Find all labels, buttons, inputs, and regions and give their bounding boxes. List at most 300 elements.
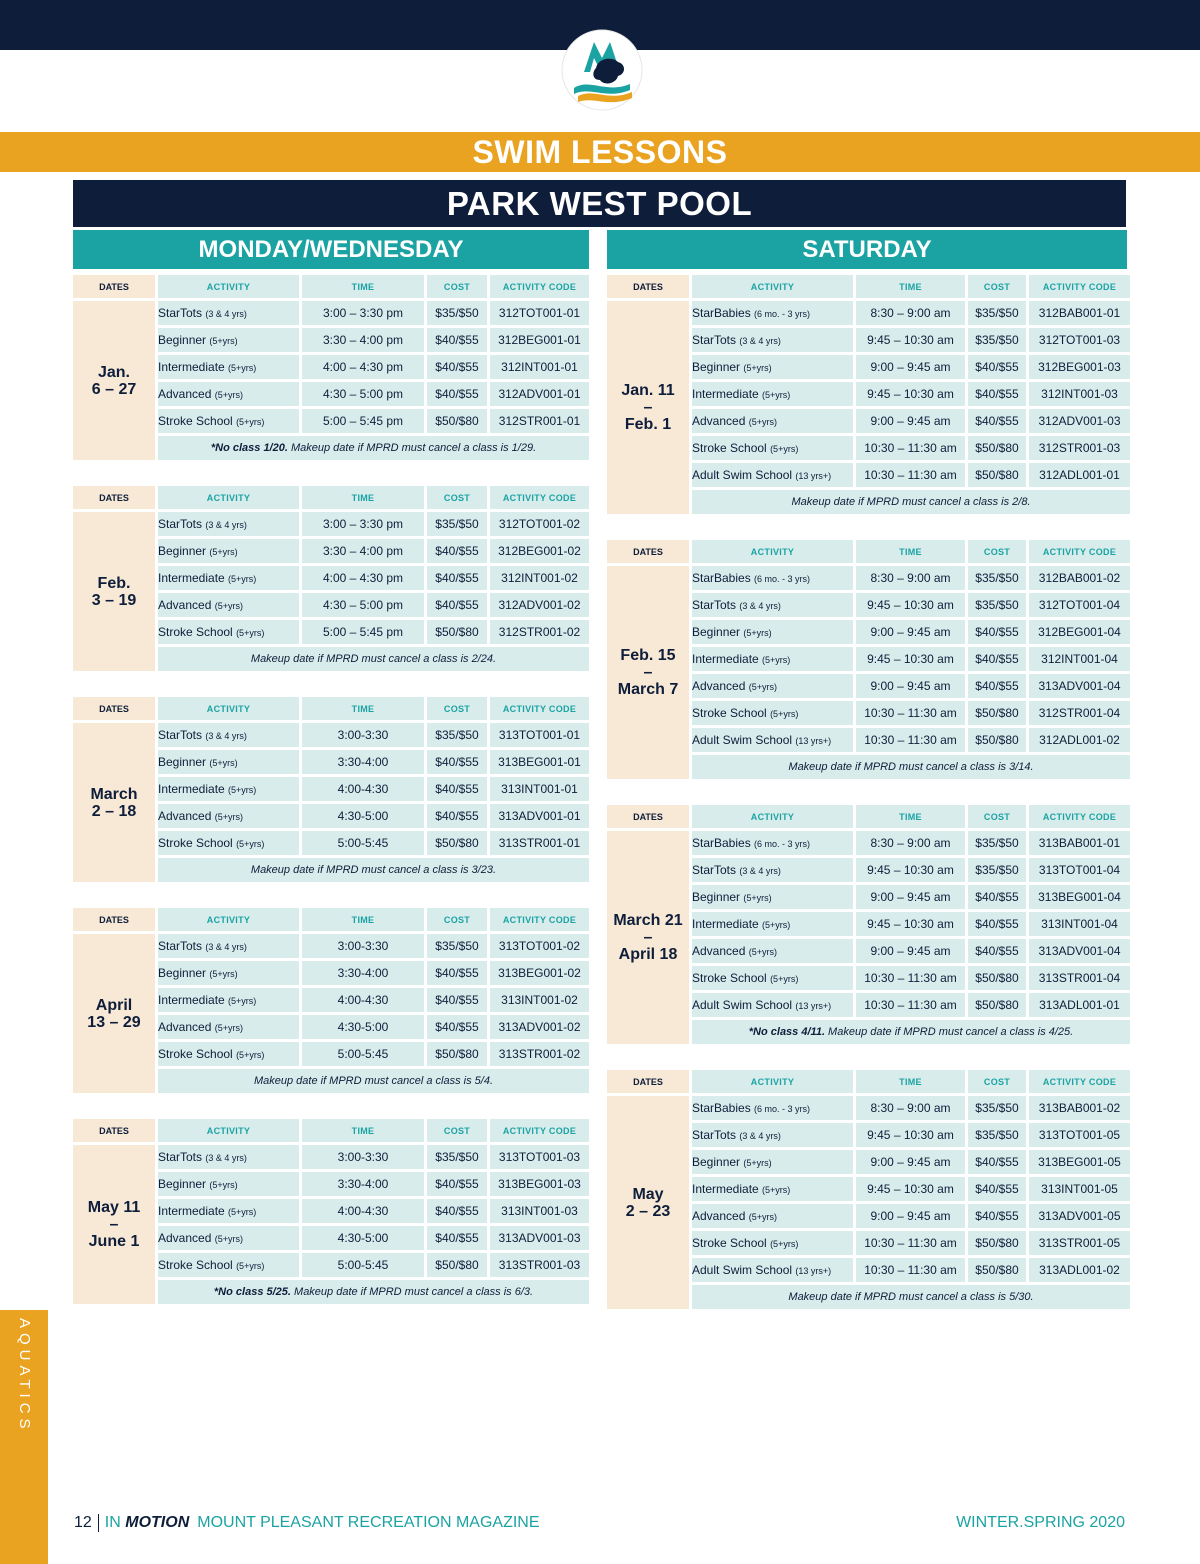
cost-cell: $40/$55 [968,1177,1026,1201]
dates-header: DATES [73,697,155,720]
activity-age: (5+yrs) [209,758,238,768]
activity-name: StarTots [158,1150,203,1164]
cost-cell: $40/$55 [427,750,487,774]
activity-age: (3 & 4 yrs) [739,866,781,876]
activity-age: (13 yrs+) [795,471,832,481]
time-cell: 5:00-5:45 [302,1253,424,1277]
makeup-note-text: Makeup date if MPRD must cancel a class is 6/3. [290,1286,534,1298]
date-range-start: Jan. [97,363,130,381]
dates-header: DATES [607,275,689,298]
activity-code-cell: 313ADV001-02 [490,1015,589,1039]
activity-cell [158,1145,299,1169]
date-range-end: 2 – 23 [625,1202,671,1220]
cost-cell: $50/$80 [427,620,487,644]
activity-cell [692,382,853,406]
activity-code-cell: 313BEG001-01 [490,750,589,774]
activity-age: (5+yrs) [743,893,772,903]
activity-name: Advanced [158,387,212,401]
activity-code-cell: 312BEG001-03 [1029,355,1130,379]
activity-age: (5+yrs) [214,601,243,611]
time-cell: 4:00-4:30 [302,777,424,801]
activity-header: ACTIVITY [692,1070,853,1093]
cost-cell: $40/$55 [427,804,487,828]
activity-code-cell: 313STR001-02 [490,1042,589,1066]
cost-header: COST [427,697,487,720]
activity-age: (13 yrs+) [795,1266,832,1276]
activity-cell [692,593,853,617]
activity-age: (6 mo. - 3 yrs) [754,309,811,319]
activity-cell [158,988,299,1012]
activity-name: Adult Swim School [692,1263,793,1277]
time-cell: 5:00-5:45 [302,831,424,855]
activity-cell [158,593,299,617]
no-class-note: *No class 4/11. [748,1026,825,1038]
cost-cell: $40/$55 [427,1172,487,1196]
activity-cell [158,723,299,747]
activity-name: Beginner [158,966,207,980]
activity-name: Beginner [692,890,741,904]
time-header: TIME [856,1070,965,1093]
cost-cell: $35/$50 [968,831,1026,855]
activity-age: (5+yrs) [770,1239,799,1249]
activity-age: (5+yrs) [236,1261,265,1271]
time-cell: 10:30 – 11:30 am [856,463,965,487]
activity-age: (5+yrs) [743,363,772,373]
activity-name: Intermediate [158,571,225,585]
schedule-table [70,483,592,674]
activity-code-header: ACTIVITY CODE [490,275,589,298]
activity-code-cell: 312ADV001-01 [490,382,589,406]
activity-cell [158,512,299,536]
time-cell: 9:45 – 10:30 am [856,1177,965,1201]
activity-name: Advanced [158,1231,212,1245]
time-header: TIME [856,805,965,828]
cost-cell: $40/$55 [427,1015,487,1039]
activity-age: (5+yrs) [236,1050,265,1060]
date-range [607,831,689,1044]
activity-age: (3 & 4 yrs) [205,520,247,530]
header-row [607,540,1130,563]
activity-cell [158,382,299,406]
time-cell: 4:30-5:00 [302,1015,424,1039]
activity-code-cell: 312INT001-03 [1029,382,1130,406]
time-cell: 10:30 – 11:30 am [856,728,965,752]
activity-cell [692,912,853,936]
makeup-note [692,1285,1130,1309]
cost-cell: $35/$50 [427,301,487,325]
activity-name: Intermediate [158,782,225,796]
time-header: TIME [856,275,965,298]
time-cell: 3:30 – 4:00 pm [302,328,424,352]
dates-header: DATES [73,1119,155,1142]
makeup-note [692,1020,1130,1044]
date-range-start: March 21 [613,912,683,929]
activity-age: (5+yrs) [236,839,265,849]
cost-cell: $50/$80 [968,463,1026,487]
activity-name: Intermediate [158,1204,225,1218]
cost-cell: $50/$80 [968,993,1026,1017]
footer-divider [98,1514,99,1532]
table-row [607,566,1130,590]
cost-header: COST [427,486,487,509]
activity-age: (13 yrs+) [795,736,832,746]
schedule-table [70,905,592,1096]
activity-cell [158,777,299,801]
date-range-end: 13 – 29 [87,1013,141,1031]
cost-cell: $40/$55 [968,674,1026,698]
makeup-note [158,1280,589,1304]
activity-age: (6 mo. - 3 yrs) [754,574,811,584]
schedule-block [607,1067,1127,1312]
activity-cell [158,804,299,828]
activity-name: Beginner [158,755,207,769]
date-range [73,301,155,460]
activity-age: (5+yrs) [762,655,791,665]
table-row [73,723,589,747]
activity-code-header: ACTIVITY CODE [490,908,589,931]
time-cell: 3:30-4:00 [302,750,424,774]
activity-cell [158,539,299,563]
time-cell: 9:45 – 10:30 am [856,328,965,352]
table-row [607,831,1130,855]
activity-name: Intermediate [158,360,225,374]
activity-age: (5+yrs) [748,417,777,427]
activity-cell [692,620,853,644]
saturday-schedules [607,272,1127,1312]
time-cell: 9:45 – 10:30 am [856,1123,965,1147]
side-tab-label: AQUATICS [16,1318,33,1434]
activity-name: Stroke School [158,625,233,639]
activity-age: (3 & 4 yrs) [205,1153,247,1163]
dates-header: DATES [73,486,155,509]
time-header: TIME [302,486,424,509]
activity-age: (3 & 4 yrs) [205,309,247,319]
activity-age: (5+yrs) [209,547,238,557]
header-row [73,697,589,720]
date-range-end: 2 – 18 [91,802,137,820]
monday-wednesday-heading: MONDAY/WEDNESDAY [73,230,589,269]
cost-cell: $50/$80 [427,1042,487,1066]
activity-name: Stroke School [158,1047,233,1061]
activity-age: (5+yrs) [214,1023,243,1033]
date-range-end: Feb. 1 [624,416,672,433]
date-range-start: May 11 [87,1199,141,1216]
cost-cell: $40/$55 [968,1204,1026,1228]
time-cell: 9:00 – 9:45 am [856,1204,965,1228]
cost-header: COST [968,540,1026,563]
cost-cell: $50/$80 [427,409,487,433]
activity-age: (5+yrs) [762,920,791,930]
time-cell: 9:00 – 9:45 am [856,674,965,698]
activity-cell [692,993,853,1017]
activity-name: StarBabies [692,306,751,320]
activity-header: ACTIVITY [692,805,853,828]
saturday-heading: SATURDAY [607,230,1127,269]
activity-code-header: ACTIVITY CODE [490,486,589,509]
date-range-dash: – [643,399,653,416]
time-cell: 10:30 – 11:30 am [856,436,965,460]
activity-age: (5+yrs) [236,628,265,638]
activity-name: StarTots [158,517,203,531]
time-cell: 3:00-3:30 [302,1145,424,1169]
cost-cell: $35/$50 [427,512,487,536]
date-range-end: 6 – 27 [91,380,137,398]
activity-code-cell: 313INT001-01 [490,777,589,801]
activity-code-cell: 312TOT001-01 [490,301,589,325]
time-header: TIME [302,908,424,931]
cost-cell: $35/$50 [968,328,1026,352]
time-cell: 3:00-3:30 [302,723,424,747]
table-row [607,301,1130,325]
activity-name: StarTots [158,939,203,953]
time-cell: 10:30 – 11:30 am [856,966,965,990]
cost-cell: $40/$55 [427,566,487,590]
activity-cell [692,966,853,990]
activity-name: StarBabies [692,571,751,585]
time-cell: 4:30 – 5:00 pm [302,382,424,406]
activity-code-header: ACTIVITY CODE [1029,1070,1130,1093]
time-header: TIME [856,540,965,563]
activity-age: (5+yrs) [748,682,777,692]
makeup-note [158,1069,589,1093]
section-title: SWIM LESSONS [0,132,1200,172]
cost-cell: $35/$50 [427,934,487,958]
activity-name: Advanced [158,598,212,612]
cost-cell: $40/$55 [427,1226,487,1250]
time-cell: 9:00 – 9:45 am [856,1150,965,1174]
activity-cell [158,620,299,644]
activity-cell [692,566,853,590]
cost-cell: $40/$55 [968,1150,1026,1174]
activity-age: (5+yrs) [209,1180,238,1190]
time-cell: 8:30 – 9:00 am [856,831,965,855]
date-range [73,512,155,671]
activity-code-cell: 313INT001-02 [490,988,589,1012]
cost-header: COST [427,1119,487,1142]
activity-code-cell: 313BEG001-02 [490,961,589,985]
activity-code-cell: 312BEG001-02 [490,539,589,563]
activity-age: (6 mo. - 3 yrs) [754,839,811,849]
time-cell: 4:00 – 4:30 pm [302,566,424,590]
activity-age: (5+yrs) [228,574,257,584]
activity-cell [158,1172,299,1196]
activity-name: Stroke School [158,414,233,428]
activity-cell [158,1015,299,1039]
time-cell: 3:30-4:00 [302,1172,424,1196]
table-row [73,934,589,958]
activity-age: (3 & 4 yrs) [739,336,781,346]
schedule-table [70,272,592,463]
activity-cell [692,674,853,698]
activity-header: ACTIVITY [158,1119,299,1142]
activity-cell [158,750,299,774]
time-cell: 9:45 – 10:30 am [856,593,965,617]
time-cell: 10:30 – 11:30 am [856,1258,965,1282]
activity-code-cell: 313TOT001-04 [1029,858,1130,882]
time-cell: 5:00-5:45 [302,1042,424,1066]
activity-cell [692,1177,853,1201]
activity-name: Advanced [158,1020,212,1034]
schedule-table [70,694,592,885]
date-range-dash: – [643,929,653,946]
activity-header: ACTIVITY [692,540,853,563]
activity-code-cell: 312ADL001-02 [1029,728,1130,752]
activity-cell [158,831,299,855]
activity-cell [158,1042,299,1066]
table-row [73,1145,589,1169]
cost-cell: $35/$50 [968,1123,1026,1147]
activity-name: Advanced [692,414,746,428]
makeup-note-text: Makeup date if MPRD must cancel a class is 2/8. [791,496,1031,508]
time-cell: 9:45 – 10:30 am [856,858,965,882]
schedule-table [604,537,1133,782]
time-cell: 8:30 – 9:00 am [856,566,965,590]
cost-cell: $40/$55 [968,409,1026,433]
time-cell: 9:00 – 9:45 am [856,885,965,909]
activity-code-cell: 312BEG001-01 [490,328,589,352]
activity-code-cell: 313STR001-04 [1029,966,1130,990]
dates-header: DATES [607,540,689,563]
no-class-note: *No class 1/20. [210,442,288,454]
activity-name: Stroke School [692,441,767,455]
cost-cell: $40/$55 [427,777,487,801]
cost-cell: $40/$55 [427,328,487,352]
date-range-dash: – [643,664,653,681]
cost-header: COST [968,275,1026,298]
table-row [607,1096,1130,1120]
time-cell: 4:00 – 4:30 pm [302,355,424,379]
activity-cell [692,328,853,352]
activity-cell [158,1253,299,1277]
activity-cell [692,1123,853,1147]
activity-code-cell: 313BEG001-05 [1029,1150,1130,1174]
cost-cell: $40/$55 [427,382,487,406]
time-cell: 9:00 – 9:45 am [856,355,965,379]
activity-code-cell: 312ADV001-02 [490,593,589,617]
activity-cell [158,961,299,985]
date-range-dash: – [109,1216,119,1233]
activity-cell [692,409,853,433]
activity-age: (5+yrs) [228,1207,257,1217]
activity-cell [158,409,299,433]
cost-cell: $35/$50 [968,858,1026,882]
cost-cell: $40/$55 [427,961,487,985]
makeup-note-text: Makeup date if MPRD must cancel a class is 3/23. [250,864,497,876]
schedule-block [73,1116,589,1307]
activity-name: Intermediate [692,387,759,401]
activity-code-cell: 312STR001-04 [1029,701,1130,725]
footer-issue: WINTER.SPRING 2020 [956,1514,1125,1531]
cost-cell: $50/$80 [968,701,1026,725]
dates-header: DATES [73,275,155,298]
activity-name: Beginner [692,360,741,374]
activity-name: StarBabies [692,836,751,850]
activity-age: (5+yrs) [748,1212,777,1222]
time-header: TIME [302,275,424,298]
activity-code-header: ACTIVITY CODE [490,1119,589,1142]
makeup-note-text: Makeup date if MPRD must cancel a class is 4/25. [825,1026,1074,1038]
saturday-column [607,230,1127,1332]
activity-name: Advanced [692,944,746,958]
activity-age: (3 & 4 yrs) [205,731,247,741]
time-cell: 9:45 – 10:30 am [856,647,965,671]
activity-code-cell: 312TOT001-03 [1029,328,1130,352]
activity-age: (5+yrs) [209,336,238,346]
activity-age: (5+yrs) [228,785,257,795]
activity-name: StarTots [692,863,737,877]
date-range-end: April 18 [618,946,678,963]
activity-name: Beginner [692,1155,741,1169]
activity-code-cell: 313BAB001-02 [1029,1096,1130,1120]
date-range [73,1145,155,1304]
activity-cell [692,701,853,725]
activity-code-cell: 312ADV001-03 [1029,409,1130,433]
activity-cell [692,1231,853,1255]
activity-name: StarTots [692,598,737,612]
date-range-start: April [95,996,133,1014]
time-cell: 4:00-4:30 [302,988,424,1012]
cost-cell: $35/$50 [968,593,1026,617]
activity-header: ACTIVITY [158,697,299,720]
cost-cell: $40/$55 [968,939,1026,963]
cost-cell: $50/$80 [968,1231,1026,1255]
activity-cell [692,355,853,379]
activity-code-cell: 313INT001-03 [490,1199,589,1223]
time-cell: 3:00 – 3:30 pm [302,512,424,536]
time-cell: 3:30 – 4:00 pm [302,539,424,563]
monday-wednesday-schedules [73,272,589,1307]
activity-name: Intermediate [692,917,759,931]
activity-cell [692,728,853,752]
date-range-start: Feb. [97,574,131,592]
schedule-block [73,272,589,463]
time-cell: 9:00 – 9:45 am [856,620,965,644]
activity-age: (5+yrs) [748,947,777,957]
date-range [73,934,155,1093]
cost-header: COST [427,275,487,298]
activity-cell [692,1258,853,1282]
activity-code-cell: 313BEG001-04 [1029,885,1130,909]
activity-code-cell: 312STR001-01 [490,409,589,433]
footer-left [74,1514,540,1532]
activity-cell [692,1096,853,1120]
time-cell: 10:30 – 11:30 am [856,1231,965,1255]
activity-age: (3 & 4 yrs) [739,1131,781,1141]
cost-cell: $35/$50 [968,1096,1026,1120]
activity-code-cell: 313ADV001-05 [1029,1204,1130,1228]
activity-age: (3 & 4 yrs) [739,601,781,611]
activity-code-cell: 313STR001-01 [490,831,589,855]
activity-code-header: ACTIVITY CODE [490,697,589,720]
time-cell: 9:00 – 9:45 am [856,939,965,963]
activity-code-header: ACTIVITY CODE [1029,805,1130,828]
schedule-block [607,802,1127,1047]
activity-code-cell: 313BAB001-01 [1029,831,1130,855]
cost-cell: $50/$80 [427,1253,487,1277]
activity-header: ACTIVITY [158,486,299,509]
activity-name: Stroke School [692,971,767,985]
makeup-note-text: Makeup date if MPRD must cancel a class is 5/30. [788,1291,1034,1303]
makeup-note-text: Makeup date if MPRD must cancel a class is 2/24. [250,653,497,665]
activity-code-cell: 313TOT001-01 [490,723,589,747]
activity-code-cell: 313STR001-05 [1029,1231,1130,1255]
activity-cell [158,934,299,958]
activity-cell [692,463,853,487]
schedule-block [607,537,1127,782]
time-cell: 9:45 – 10:30 am [856,912,965,936]
schedule-table [604,272,1133,517]
activity-code-cell: 313ADV001-04 [1029,674,1130,698]
